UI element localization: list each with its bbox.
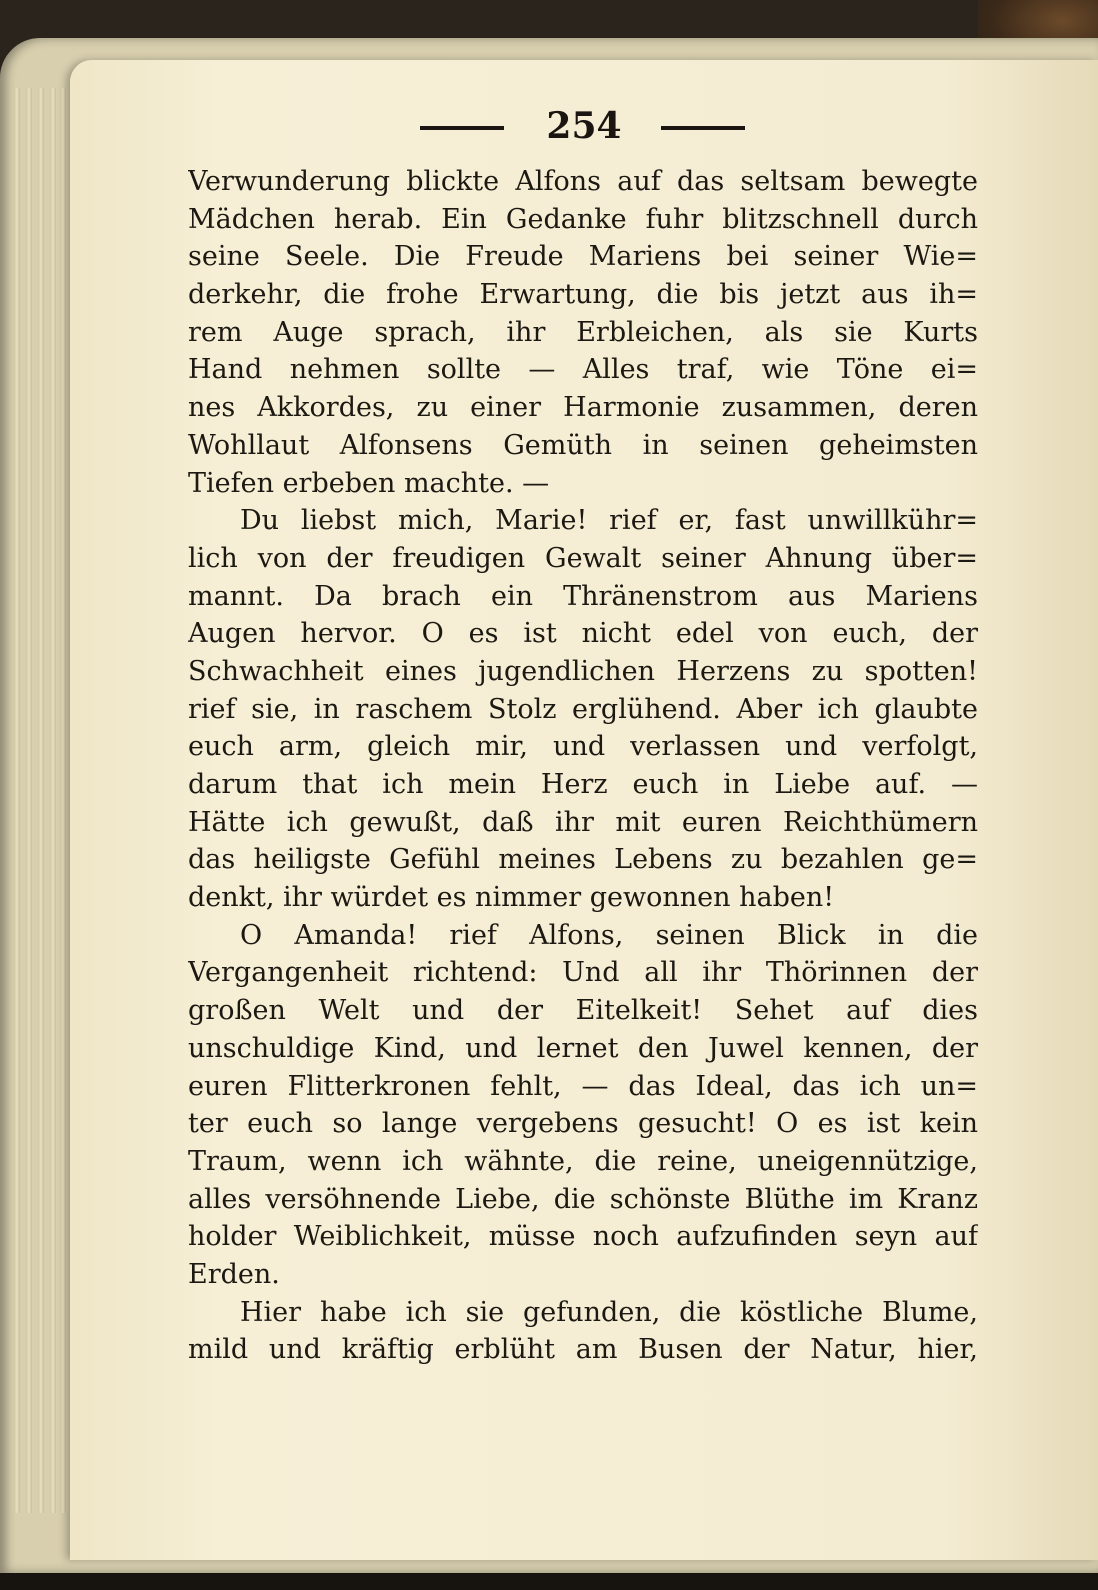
header-rule-left xyxy=(420,126,504,130)
text-line: Augen hervor. O es ist nicht edel von euch, der xyxy=(188,618,978,650)
text-line: nes Akkordes, zu einer Harmonie zusammen, deren xyxy=(188,392,978,424)
text-line: Verwunderung blickte Alfons auf das seltsam bewegte xyxy=(188,166,978,197)
page-edge xyxy=(26,88,32,1513)
page-edge xyxy=(50,88,56,1513)
page-edge xyxy=(14,88,20,1513)
text-line: Vergangenheit richtend: Und all ihr Thörinnen der xyxy=(188,957,978,989)
text-line: Traum, wenn ich wähnte, die reine, uneigennützige, xyxy=(188,1145,978,1177)
text-line: ter euch so lange vergebens gesucht! O es ist kein xyxy=(188,1108,978,1140)
page-header xyxy=(0,98,1098,154)
text-line: lich von der freudigen Gewalt seiner Ahnung über= xyxy=(188,542,978,574)
text-line: Du liebst mich, Marie! rief er, fast unwillkühr= xyxy=(240,505,978,537)
text-line: unschuldige Kind, und lernet den Juwel kennen, der xyxy=(188,1032,978,1064)
text-line: Erden. xyxy=(188,1258,280,1290)
header-rule-right xyxy=(661,126,745,130)
text-line: Tiefen erbeben machte. — xyxy=(188,467,550,499)
text-line: seine Seele. Die Freude Mariens bei seiner Wie= xyxy=(188,241,978,273)
text-line: euch arm, gleich mir, und verlassen und verfolgt, xyxy=(188,731,978,763)
text-line: euren Flitterkronen fehlt, — das Ideal, das ich un= xyxy=(188,1070,978,1102)
text-line: rem Auge sprach, ihr Erbleichen, als sie Kurts xyxy=(188,316,978,348)
text-line: Mädchen herab. Ein Gedanke fuhr blitzschnell durch xyxy=(188,203,978,235)
text-line: mild und kräftig erblüht am Busen der Natur, hier, xyxy=(188,1334,978,1366)
text-line: Wohllaut Alfonsens Gemüth in seinen geheimsten xyxy=(188,429,978,461)
text-line: großen Welt und der Eitelkeit! Sehet auf dies xyxy=(188,995,978,1027)
text-line: denkt, ihr würdet es nimmer gewonnen haben! xyxy=(188,882,835,914)
page-edge xyxy=(38,88,44,1513)
text-line: Hier habe ich sie gefunden, die köstliche Blume, xyxy=(240,1296,978,1328)
text-line: derkehr, die frohe Erwartung, die bis jetzt aus ih= xyxy=(188,279,978,311)
page-number: 254 xyxy=(546,105,622,147)
text-line: mannt. Da brach ein Thränenstrom aus Mariens xyxy=(188,580,978,612)
text-line: Hätte ich gewußt, daß ihr mit euren Reichthümern xyxy=(188,806,978,838)
text-line: Schwachheit eines jugendlichen Herzens zu spotten! xyxy=(188,655,978,687)
text-line: O Amanda! rief Alfons, seinen Blick in die xyxy=(240,919,978,951)
text-line: darum that ich mein Herz euch in Liebe auf. — xyxy=(188,769,978,800)
page-edge xyxy=(60,88,66,1513)
body-text xyxy=(188,163,978,1369)
text-line: holder Weiblichkeit, müsse noch aufzufinden seyn auf xyxy=(188,1221,978,1253)
text-line: das heiligste Gefühl meines Lebens zu bezahlen ge= xyxy=(188,844,978,876)
text-line: Hand nehmen sollte — Alles traf, wie Töne ei= xyxy=(188,354,978,386)
text-line: rief sie, in raschem Stolz erglühend. Aber ich glaubte xyxy=(188,693,978,725)
text-line: alles versöhnende Liebe, die schönste Blüthe im Kranz xyxy=(188,1183,978,1215)
